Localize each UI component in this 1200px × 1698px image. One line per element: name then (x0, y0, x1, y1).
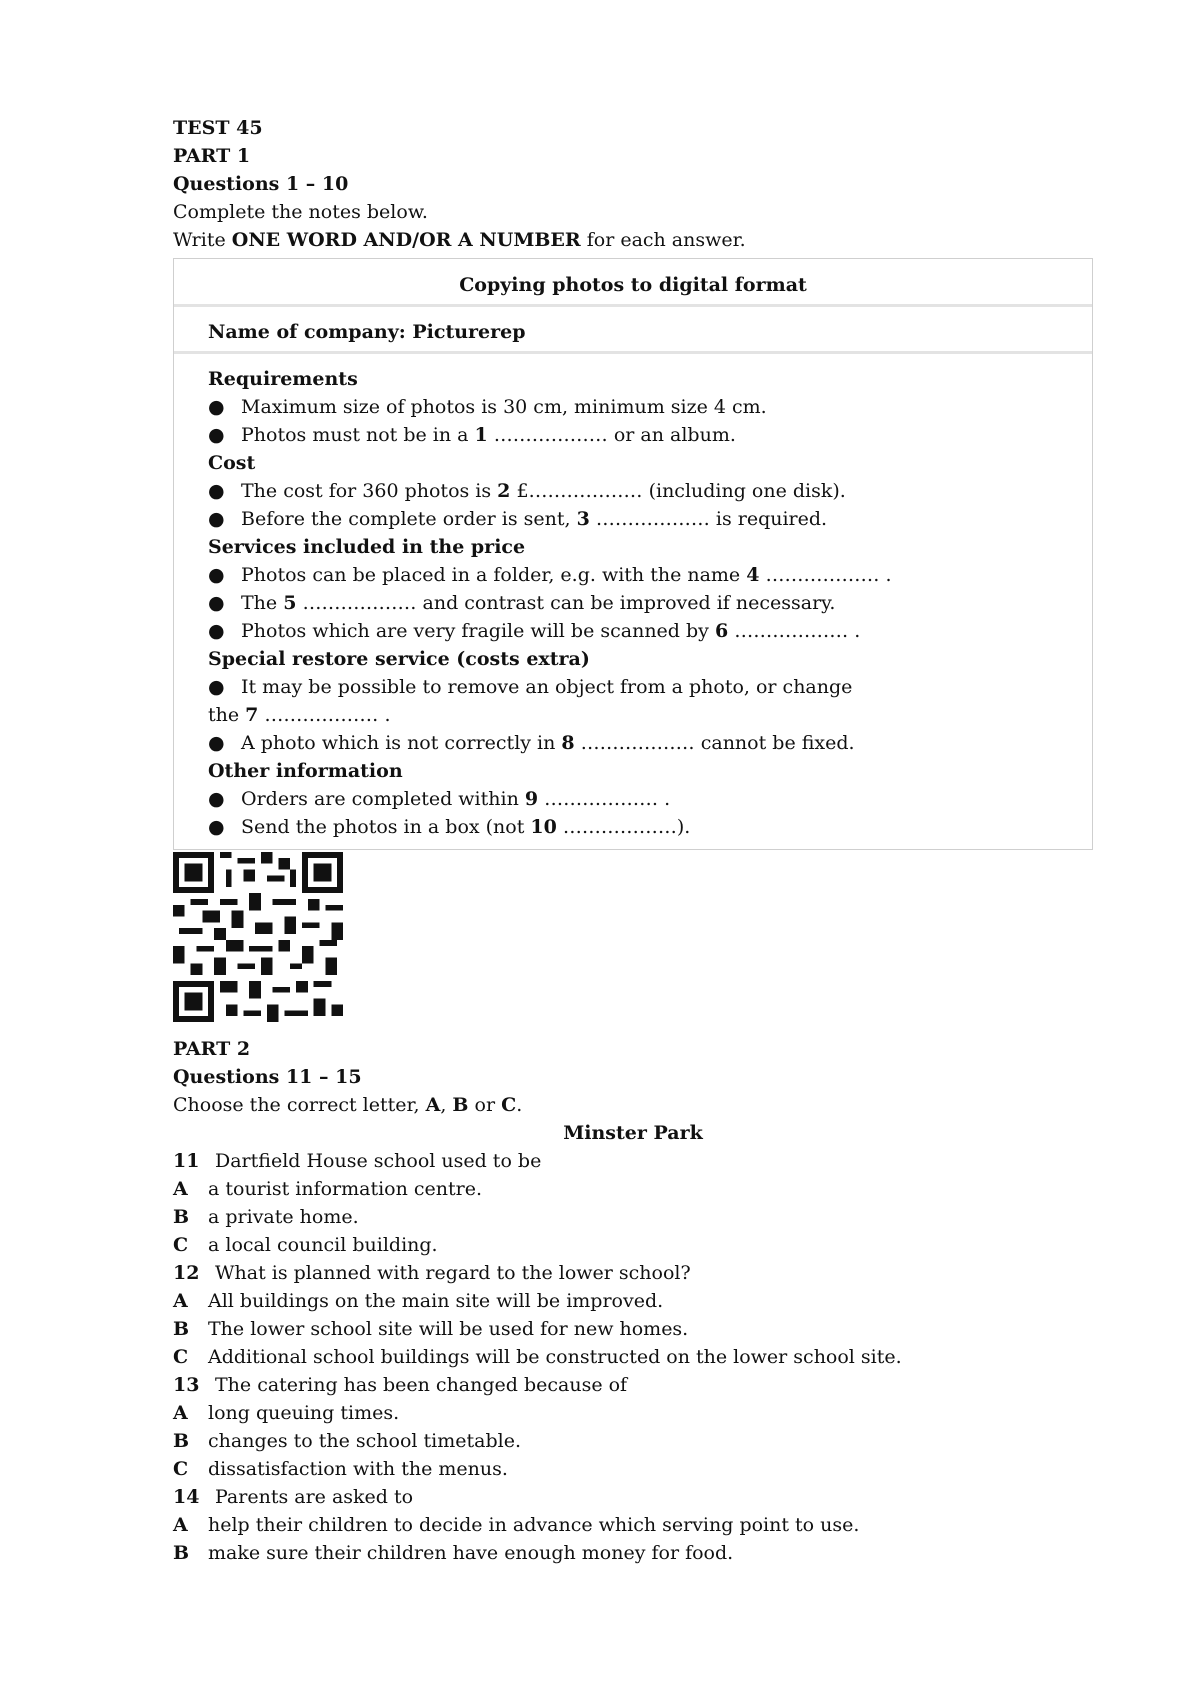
option-c[interactable]: C dissatisfaction with the menus. (173, 1458, 508, 1480)
option-a[interactable]: A long queuing times. (173, 1402, 400, 1424)
option-b[interactable]: B changes to the school timetable. (173, 1430, 521, 1452)
bullet-icon: ● (208, 620, 225, 642)
bullet-icon: ● (208, 424, 225, 446)
bullet-icon: ● (208, 592, 225, 614)
option-b[interactable]: B The lower school site will be used for new homes. (173, 1318, 689, 1340)
divider (174, 304, 1092, 307)
question-13: 13 The catering has been changed because of (173, 1374, 628, 1396)
option-c[interactable]: C Additional school buildings will be constructed on the lower school site. (173, 1346, 902, 1368)
list-item: ● A photo which is not correctly in 8 ……………… cannot be fixed. (208, 732, 855, 754)
section-services: Services included in the price (208, 536, 526, 558)
list-item: ● Orders are completed within 9 ……………… . (208, 788, 671, 810)
list-item: ● The cost for 360 photos is 2 £……………… (including one disk). (208, 480, 846, 502)
bullet-icon: ● (208, 816, 225, 838)
option-b[interactable]: B make sure their children have enough money for food. (173, 1542, 734, 1564)
notes-title: Copying photos to digital format (459, 274, 807, 296)
bullet-icon: ● (208, 480, 225, 502)
list-item: ● The 5 ……………… and contrast can be improved if necessary. (208, 592, 836, 614)
questions-range: Questions 11 – 15 (173, 1066, 362, 1088)
qr-code-icon (173, 852, 343, 1022)
option-b[interactable]: B a private home. (173, 1206, 359, 1228)
part-title: PART 1 (173, 145, 251, 167)
section-title: Minster Park (563, 1122, 703, 1144)
option-a[interactable]: A All buildings on the main site will be improved. (173, 1290, 664, 1312)
list-item: ● Photos can be placed in a folder, e.g. with the name 4 ……………… . (208, 564, 892, 586)
section-other: Other information (208, 760, 403, 782)
list-item: ● Before the complete order is sent, 3 ……………… is required. (208, 508, 828, 530)
section-special: Special restore service (costs extra) (208, 648, 590, 670)
part-title: PART 2 (173, 1038, 251, 1060)
bullet-icon: ● (208, 564, 225, 586)
questions-range: Questions 1 – 10 (173, 173, 349, 195)
option-a[interactable]: A a tourist information centre. (173, 1178, 483, 1200)
test-title: TEST 45 (173, 117, 263, 139)
list-item: ● Maximum size of photos is 30 cm, minimum size 4 cm. (208, 396, 767, 418)
bullet-icon: ● (208, 396, 225, 418)
list-item: ● Send the photos in a box (not 10 ………………). (208, 816, 691, 838)
bullet-icon: ● (208, 508, 225, 530)
question-11: 11 Dartfield House school used to be (173, 1150, 542, 1172)
question-14: 14 Parents are asked to (173, 1486, 414, 1508)
bullet-icon: ● (208, 676, 225, 698)
bullet-icon: ● (208, 788, 225, 810)
section-cost: Cost (208, 452, 256, 474)
list-item: ● Photos must not be in a 1 ……………… or an album. (208, 424, 736, 446)
option-a[interactable]: A help their children to decide in advance which serving point to use. (173, 1514, 860, 1536)
instruction-line-1: Complete the notes below. (173, 201, 428, 223)
list-item: ● Photos which are very fragile will be scanned by 6 ……………… . (208, 620, 861, 642)
question-12: 12 What is planned with regard to the lower school? (173, 1262, 691, 1284)
notes-table (173, 258, 1093, 850)
instruction-line-2: Write ONE WORD AND/OR A NUMBER for each answer. (173, 229, 746, 251)
option-c[interactable]: C a local council building. (173, 1234, 438, 1256)
list-item-continued: the 7 ……………… . (208, 704, 391, 726)
company-name: Name of company: Picturerep (208, 321, 526, 343)
instruction-line: Choose the correct letter, A, B or C. (173, 1094, 523, 1116)
list-item: ● It may be possible to remove an object from a photo, or change (208, 676, 853, 698)
section-requirements: Requirements (208, 368, 358, 390)
divider (174, 351, 1092, 354)
bullet-icon: ● (208, 732, 225, 754)
